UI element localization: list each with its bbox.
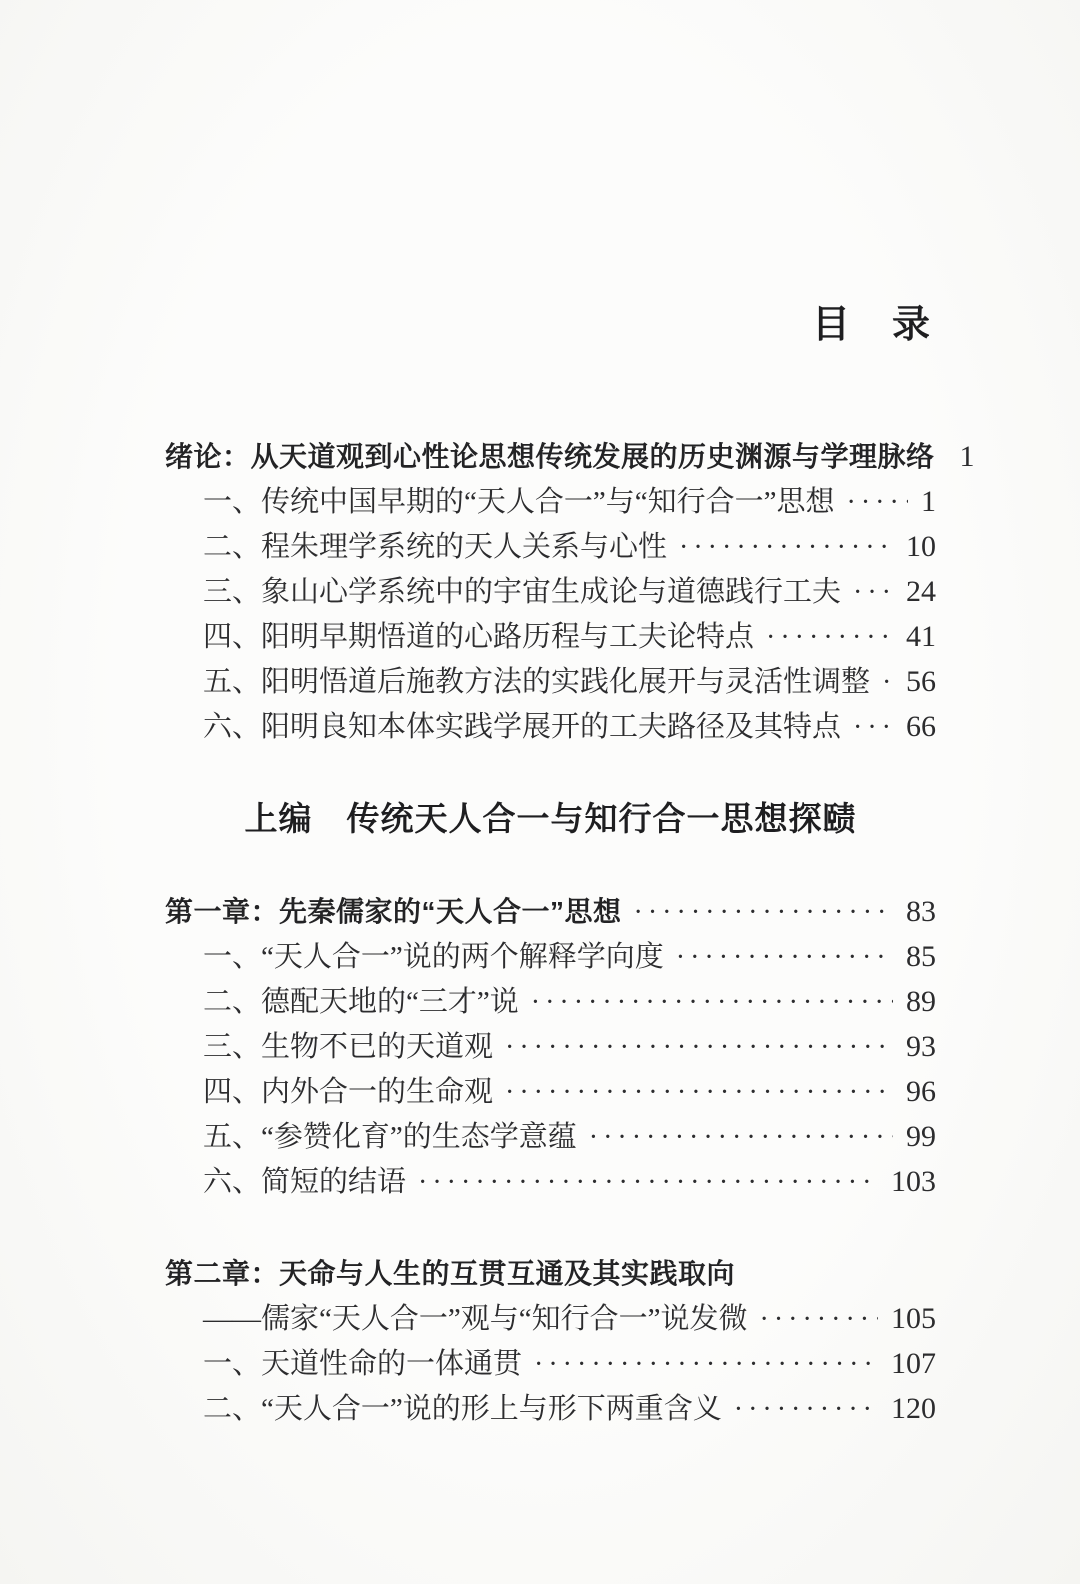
page-title: 目 录 (811, 304, 932, 346)
toc-entry-label: 三、生物不已的天道观 (203, 1031, 494, 1063)
toc-entry-label: 一、传统中国早期的“天人合一”与“知行合一”思想 (203, 486, 835, 518)
toc-entry-page: 85 (906, 940, 936, 973)
toc-entry-page: 99 (906, 1120, 936, 1153)
toc-entry-label: 二、德配天地的“三才”说 (203, 986, 519, 1018)
toc-entry-label: 三、象山心学系统中的宇宙生成论与道德践行工夫 (203, 576, 842, 608)
toc-entry (165, 889, 936, 934)
toc-entry-label: 五、阳明悟道后施教方法的实践化展开与灵活性调整 (203, 666, 871, 698)
toc-entry-page: 89 (906, 985, 936, 1018)
dot-leader (531, 980, 893, 1025)
toc-entry (165, 1341, 936, 1386)
toc-entry-label: 二、“天人合一”说的形上与形下两重含义 (203, 1393, 722, 1425)
dot-leader (534, 1342, 878, 1387)
dot-leader (679, 525, 893, 570)
toc-group (165, 1251, 936, 1431)
toc-entry-page: 1 (921, 485, 936, 518)
toc-entry (165, 979, 936, 1024)
part-heading: 上编 传统天人合一与知行合一思想探赜 (244, 802, 857, 838)
toc-entry-label: 六、简短的结语 (203, 1166, 407, 1198)
toc-entry-page: 103 (891, 1165, 936, 1198)
toc-entry (165, 479, 936, 524)
toc-entry-page: 1 (959, 440, 975, 473)
toc-entry-page: 105 (891, 1302, 936, 1335)
toc-entry-page: 24 (906, 575, 936, 608)
toc-entry-page: 66 (906, 710, 936, 743)
toc-group (165, 434, 975, 749)
dot-leader (505, 1025, 893, 1070)
toc-entry-label: 第一章：先秦儒家的“天人合一”思想 (165, 896, 622, 927)
toc-entry (165, 614, 936, 659)
toc-entry (165, 569, 936, 614)
toc-entry (165, 434, 975, 479)
toc-entry (165, 934, 936, 979)
toc-entry-page: 41 (906, 620, 936, 653)
toc-entry-label: 四、内外合一的生命观 (203, 1076, 494, 1108)
dot-leader (847, 480, 909, 525)
toc-entry (165, 1296, 936, 1341)
toc-group (165, 889, 936, 1204)
dot-leader (882, 660, 893, 705)
toc-entry-page: 93 (906, 1030, 936, 1063)
dot-leader (505, 1070, 893, 1115)
dot-leader (734, 1387, 878, 1432)
toc-entry-label: 五、“参赞化育”的生态学意蕴 (203, 1121, 577, 1153)
dot-leader (853, 570, 893, 615)
dot-leader (634, 890, 893, 935)
toc-entry-page: 10 (906, 530, 936, 563)
toc-entry (165, 1386, 936, 1431)
toc-entry-label: 一、“天人合一”说的两个解释学向度 (203, 941, 664, 973)
toc-entry (165, 659, 936, 704)
dot-leader (676, 935, 893, 980)
toc-entry-page: 120 (891, 1392, 936, 1425)
dot-leader (766, 615, 893, 660)
toc-entry-page: 96 (906, 1075, 936, 1108)
toc-list (165, 434, 975, 1431)
dot-leader (589, 1115, 893, 1160)
toc-entry-page: 56 (906, 665, 936, 698)
toc-entry-label: ——儒家“天人合一”观与“知行合一”说发微 (203, 1303, 748, 1335)
toc-entry (165, 1024, 936, 1069)
toc-entry-page: 83 (906, 895, 936, 928)
dot-leader (760, 1297, 879, 1342)
toc-entry-label: 第二章：天命与人生的互贯互通及其实践取向 (165, 1258, 736, 1289)
toc-entry-label: 一、天道性命的一体通贯 (203, 1348, 523, 1380)
toc-entry-label: 绪论：从天道观到心性论思想传统发展的历史渊源与学理脉络 (165, 441, 935, 472)
toc-entry-label: 四、阳明早期悟道的心路历程与工夫论特点 (203, 621, 755, 653)
toc-entry-page: 107 (891, 1347, 936, 1380)
toc-entry (165, 1251, 936, 1296)
toc-entry (165, 704, 936, 749)
toc-entry-label: 六、阳明良知本体实践学展开的工夫路径及其特点 (203, 711, 842, 743)
dot-leader (418, 1160, 878, 1205)
dot-leader (853, 705, 893, 750)
toc-entry (165, 1159, 936, 1204)
toc-entry (165, 1069, 936, 1114)
toc-entry (165, 1114, 936, 1159)
toc-entry (165, 524, 936, 569)
toc-entry-label: 二、程朱理学系统的天人关系与心性 (203, 531, 668, 563)
